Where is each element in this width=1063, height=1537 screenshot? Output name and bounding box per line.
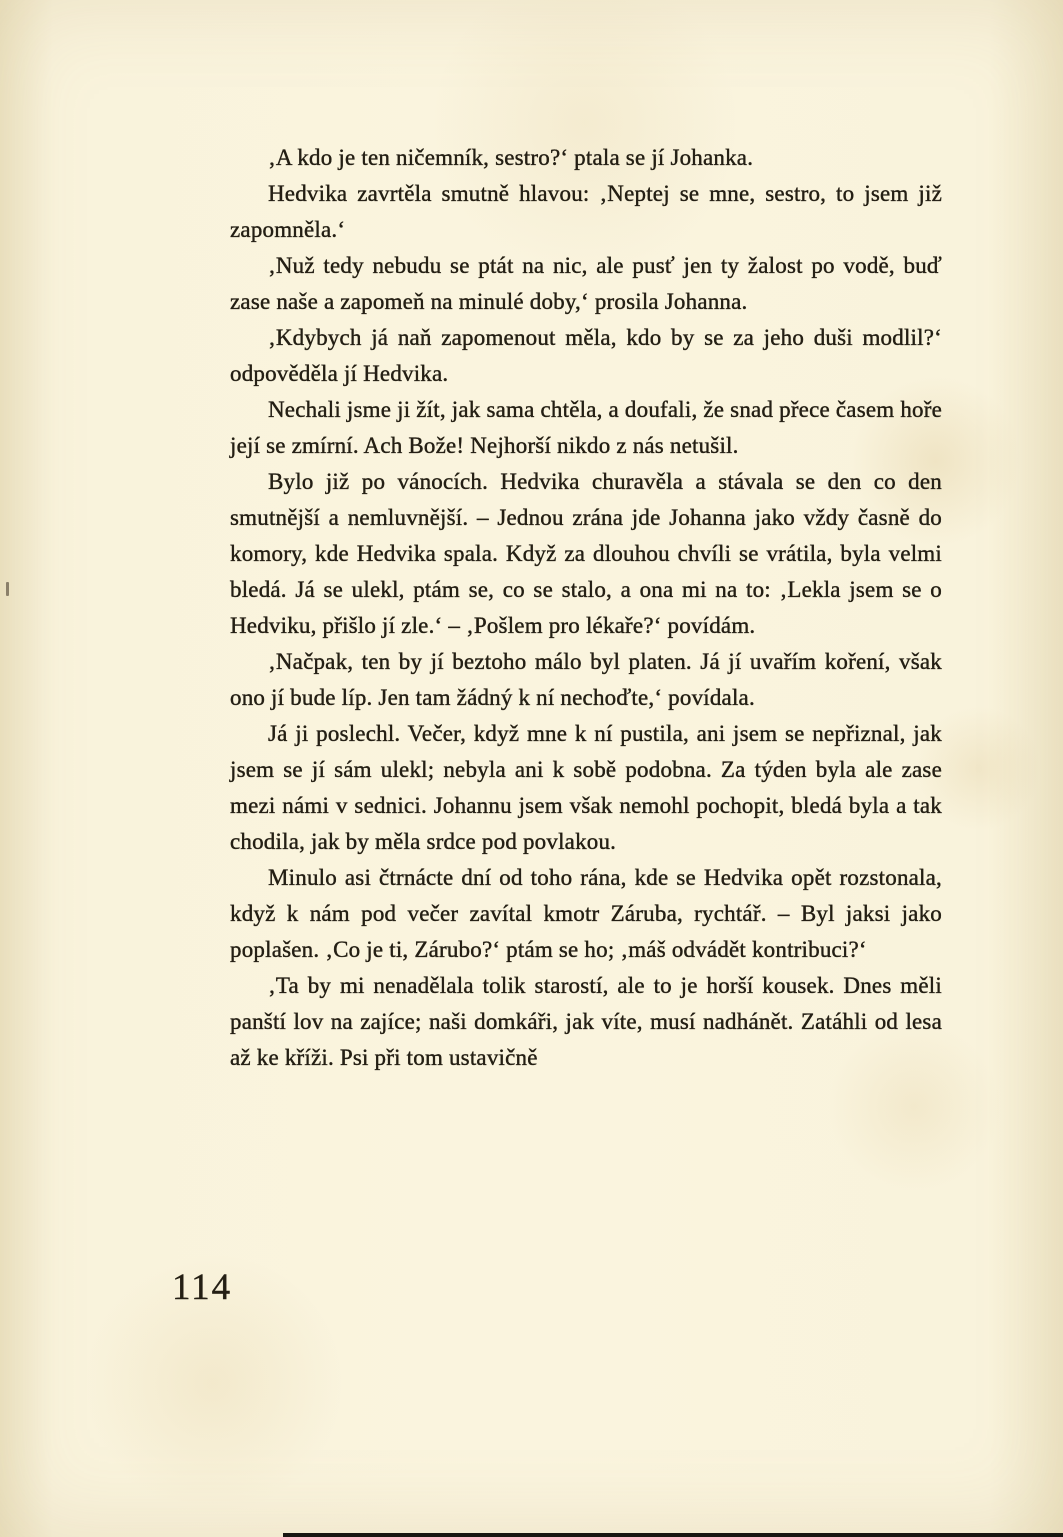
paragraph: Nechali jsme ji žít, jak sama chtěla, a doufali, že snad přece časem hoře její se zmírní. Ach Bože! Nejhorší nikdo z nás netušil. bbox=[230, 397, 942, 458]
page-number: 114 bbox=[172, 1267, 233, 1308]
scan-edge-artifact bbox=[283, 1533, 1063, 1537]
paragraph: Bylo již po vánocích. Hedvika churavěla a stávala se den co den smutnější a nemluvnější. – Jednou zrána jde Johanna jako vždy časně do komory, kde Hedvika spala. Když za dlouhou chvíli se vrátila, byla velmi bledá. Já se ulekl, ptám se, co se stalo, a ona mi na to: ‚Lekla jsem se o Hedviku, přišlo jí zle.‘ – ‚Pošlem pro lékaře?‘ povídám. bbox=[230, 469, 942, 638]
body-text bbox=[230, 140, 942, 1076]
paragraph: ‚Nuž tedy nebudu se ptát na nic, ale pusť jen ty žalost po vodě, buď zase naše a zapomeň na minulé doby,‘ prosila Johanna. bbox=[230, 253, 942, 314]
paragraph: ‚Načpak, ten by jí beztoho málo byl platen. Já jí uvařím koření, však ono jí bude líp. Jen tam žádný k ní nechoďte,‘ povídala. bbox=[230, 649, 942, 710]
paragraph: ‚A kdo je ten ničemník, sestro?‘ ptala se jí Johanka. bbox=[268, 145, 754, 170]
paragraph: ‚Kdybych já naň zapomenout měla, kdo by se za jeho duši modlil?‘ odpověděla jí Hedvika. bbox=[230, 325, 942, 386]
paragraph: Minulo asi čtrnácte dní od toho rána, kde se Hedvika opět rozstonala, když k nám pod večer zavítal kmotr Záruba, rychtář. – Byl jaksi jako poplašen. ‚Co je ti, Zárubo?‘ ptám se ho; ‚máš odvádět kontribuci?‘ bbox=[230, 865, 942, 962]
paragraph: Já ji poslechl. Večer, když mne k ní pustila, ani jsem se nepřiznal, jak jsem se jí sám ulekl; nebyla ani k sobě podobna. Za týden byla ale zase mezi námi v sednici. Johannu jsem však nemohl pochopit, bledá byla a tak chodila, jak by měla srdce pod povlakou. bbox=[230, 721, 942, 854]
ink-speck-artifact bbox=[6, 582, 9, 596]
paragraph: ‚Ta by mi nenadělala tolik starostí, ale to je horší kousek. Dnes měli panští lov na zajíce; naši domkáři, jak víte, musí nadhánět. Zatáhli od lesa až ke kříži. Psi při tom ustavičně bbox=[230, 973, 942, 1070]
paragraph: Hedvika zavrtěla smutně hlavou: ‚Neptej se mne, sestro, to jsem již zapomněla.‘ bbox=[230, 181, 942, 242]
